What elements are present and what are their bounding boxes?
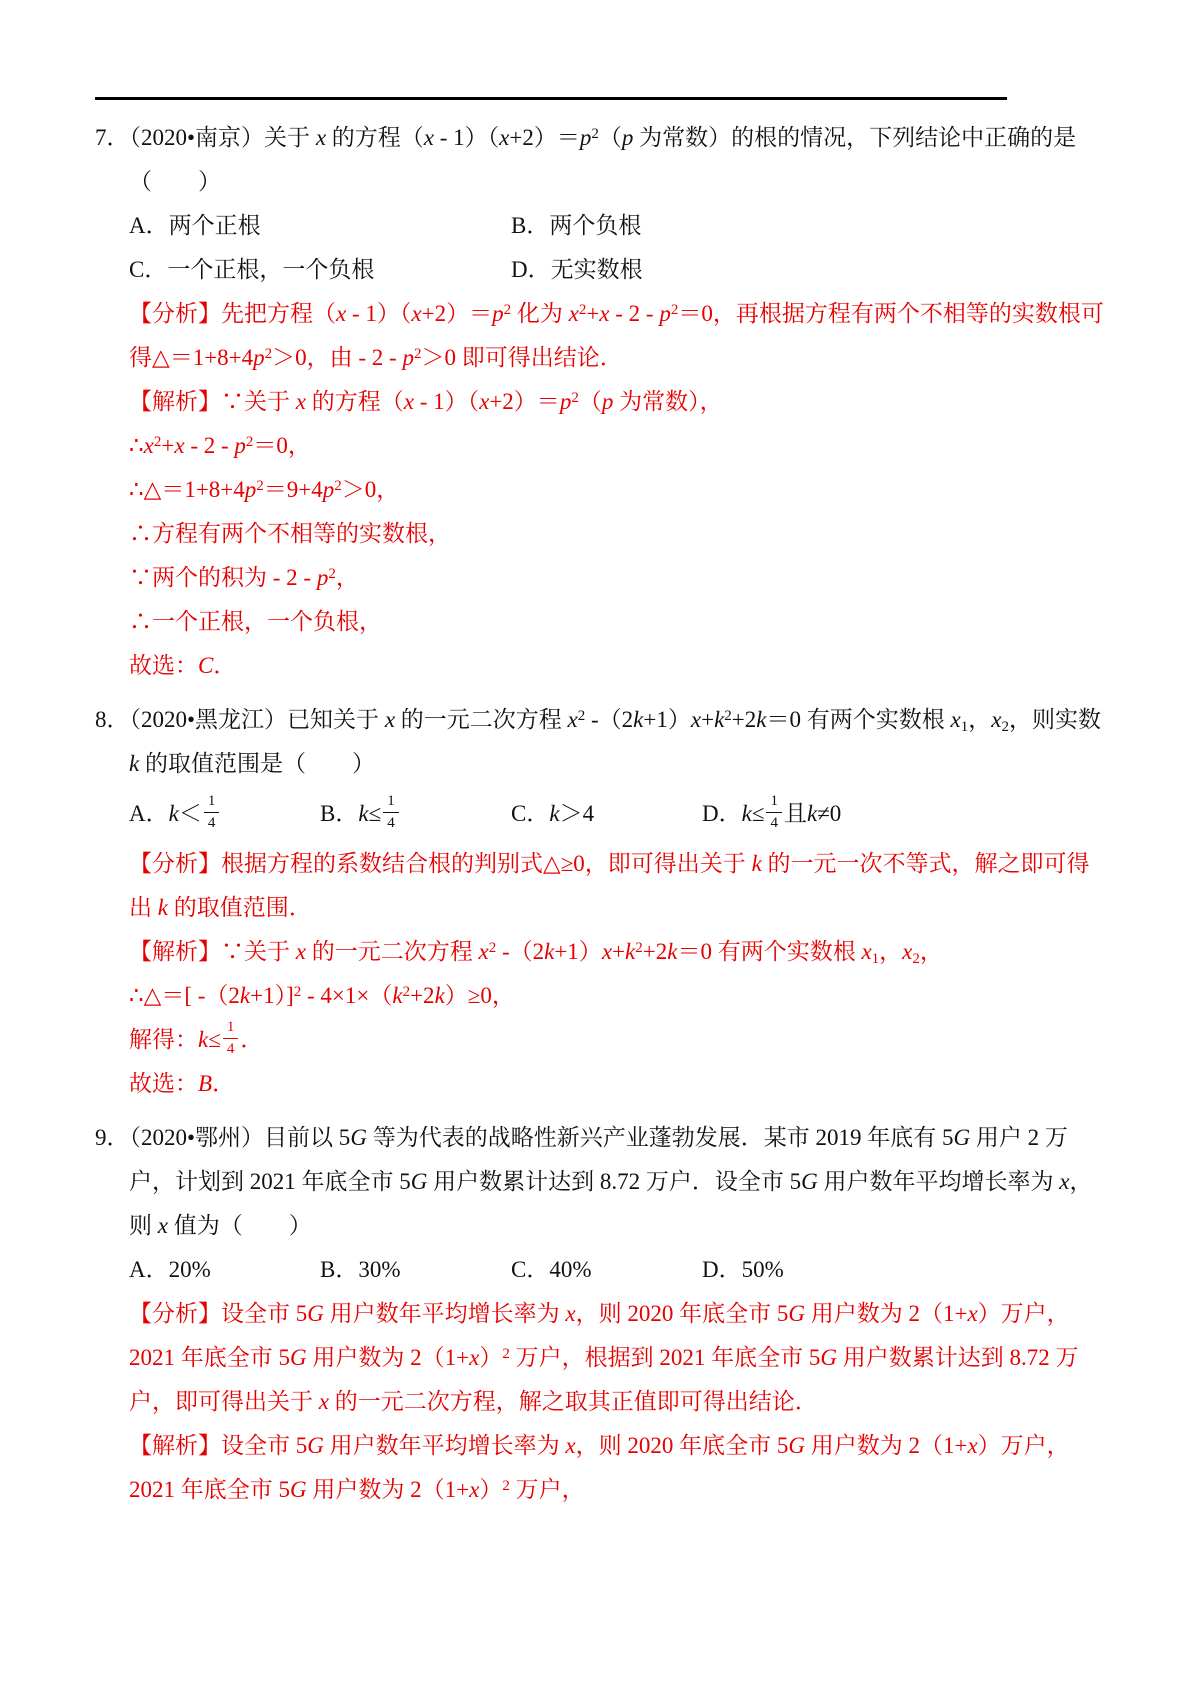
- fraction: $\frac{1}{4}$: [223, 1018, 239, 1059]
- q7-answer-line: 故选：C．: [129, 653, 237, 678]
- q7-solution-line-3: $\therefore\triangle=1+8+4p^2=9+4p^2>0$，: [129, 477, 400, 502]
- q7-solution-line-2: $\therefore x^2+x - 2 - p^2=0$，: [129, 433, 311, 458]
- q8-answer-line: 故选：B．: [129, 1071, 236, 1096]
- fraction: $\frac{1}{4}$: [766, 792, 782, 833]
- q8-option-c: C．k＞4: [511, 801, 595, 826]
- q9-solution-paragraph: 【解析】设全市 5G 用户数年平均增长率为 x，则 2020 年底全市 5G 用户数为 2（1+x）万户，2021 年底全市 5G 用户数为 $2(1+x)^2$ 万户，: [129, 1433, 1070, 1502]
- q9-option-b: B．30%: [320, 1257, 401, 1282]
- q8-solution-line-3: 解得：k≤ $\frac{1}{4}$ ．: [129, 1019, 264, 1058]
- q9-option-a: A．20%: [129, 1257, 211, 1282]
- q8-option-d: D．k≤ $\frac{1}{4}$ 且k≠0: [702, 793, 842, 832]
- q7-options-row-2: [129, 248, 1105, 292]
- fraction: $\frac{1}{4}$: [204, 792, 220, 833]
- q9-stem: 9．（2020•鄂州）目前以 5G 等为代表的战略性新兴产业蓬勃发展．某市 2019 年底有 5G 用户 2 万户，计划到 2021 年底全市 5G 用户数累计达到 8.72 万户．设全市 5G 用户数年平均增长率为 x，则 x 值为（ ）: [95, 1125, 1093, 1238]
- q9-options-row: [129, 1248, 1105, 1292]
- q8-stem: 8．（2020•黑龙江）已知关于 x 的一元二次方程 $x^2$ $-(2k+1)x+k^2+2k=0$ 有两个实数根 $x_1$，$x_2$，则实数 k 的取值范围是（ ）: [95, 707, 1101, 776]
- q7-option-c: C．一个正根，一个负根: [129, 257, 375, 282]
- question-8: [95, 698, 1105, 1106]
- q8-option-a: A．k＜ $\frac{1}{4}$: [129, 792, 320, 836]
- q9-analysis: 【分析】设全市 5G 用户数年平均增长率为 x，则 2020 年底全市 5G 用户数为 2（1+x）万户，2021 年底全市 5G 用户数为 $2(1+x)^2$ 万户，根据到 2021 年底全市 5G 用户数累计达到 8.72 万户，即可得出关于 x 的一元二次方程，解之取其正值即可得出结论．: [129, 1301, 1079, 1414]
- question-7: [95, 116, 1105, 688]
- q7-solution-line-4: ∴方程有两个不相等的实数根，: [129, 521, 451, 546]
- q8-solution-line-2: ∴△＝[ $-(2k+1)]^2 - 4\times 1\times(k^2+2k)\ge 0$，: [129, 983, 515, 1008]
- q7-analysis: 【分析】先把方程$(x - 1)(x+2)=p^2$ 化为 $x^2+x - 2 - p^2=0$，再根据方程有两个不相等的实数根可得$\triangle=1+8+4p^2>0$，由 - $2 - p^2>0$ 即可得出结论．: [129, 301, 1104, 370]
- q9-option-d: D．50%: [702, 1257, 784, 1282]
- q7-options-row-1: [129, 204, 1105, 248]
- q8-options-row: [129, 786, 1105, 842]
- q7-stem: 7．（2020•南京）关于 x 的方程$(x - 1)(x+2)=p^2(p$ 为常数）的根的情况，下列结论中正确的是（ ）: [95, 125, 1077, 194]
- header-rule: [95, 97, 1007, 100]
- q7-solution-line-1: 【解析】∵关于 x 的方程$(x - 1)(x+2)=p^2(p$ 为常数），: [129, 389, 723, 414]
- q7-option-b: B．两个负根: [511, 213, 642, 238]
- question-9: [95, 1116, 1105, 1512]
- q8-solution-line-1: 【解析】∵关于 x 的一元二次方程 $x^2$ $-(2k+1)x+k^2+2k=0$ 有两个实数根 $x_1$，$x_2$，: [129, 939, 943, 967]
- q7-solution-line-6: ∴一个正根，一个负根，: [129, 609, 382, 634]
- q7-option-d: D．无实数根: [511, 257, 643, 282]
- q7-option-a: A．两个正根: [129, 213, 261, 238]
- q8-option-b: B．k≤ $\frac{1}{4}$: [320, 792, 511, 836]
- q7-solution-line-5: ∵两个的积为 - $2 - p^2$，: [129, 565, 359, 590]
- q9-option-c: C．40%: [511, 1257, 592, 1282]
- fraction: $\frac{1}{4}$: [383, 792, 399, 833]
- q8-analysis: 【分析】根据方程的系数结合根的判别式△≥0，即可得出关于 k 的一元一次不等式，解之即可得出 k 的取值范围．: [129, 851, 1090, 920]
